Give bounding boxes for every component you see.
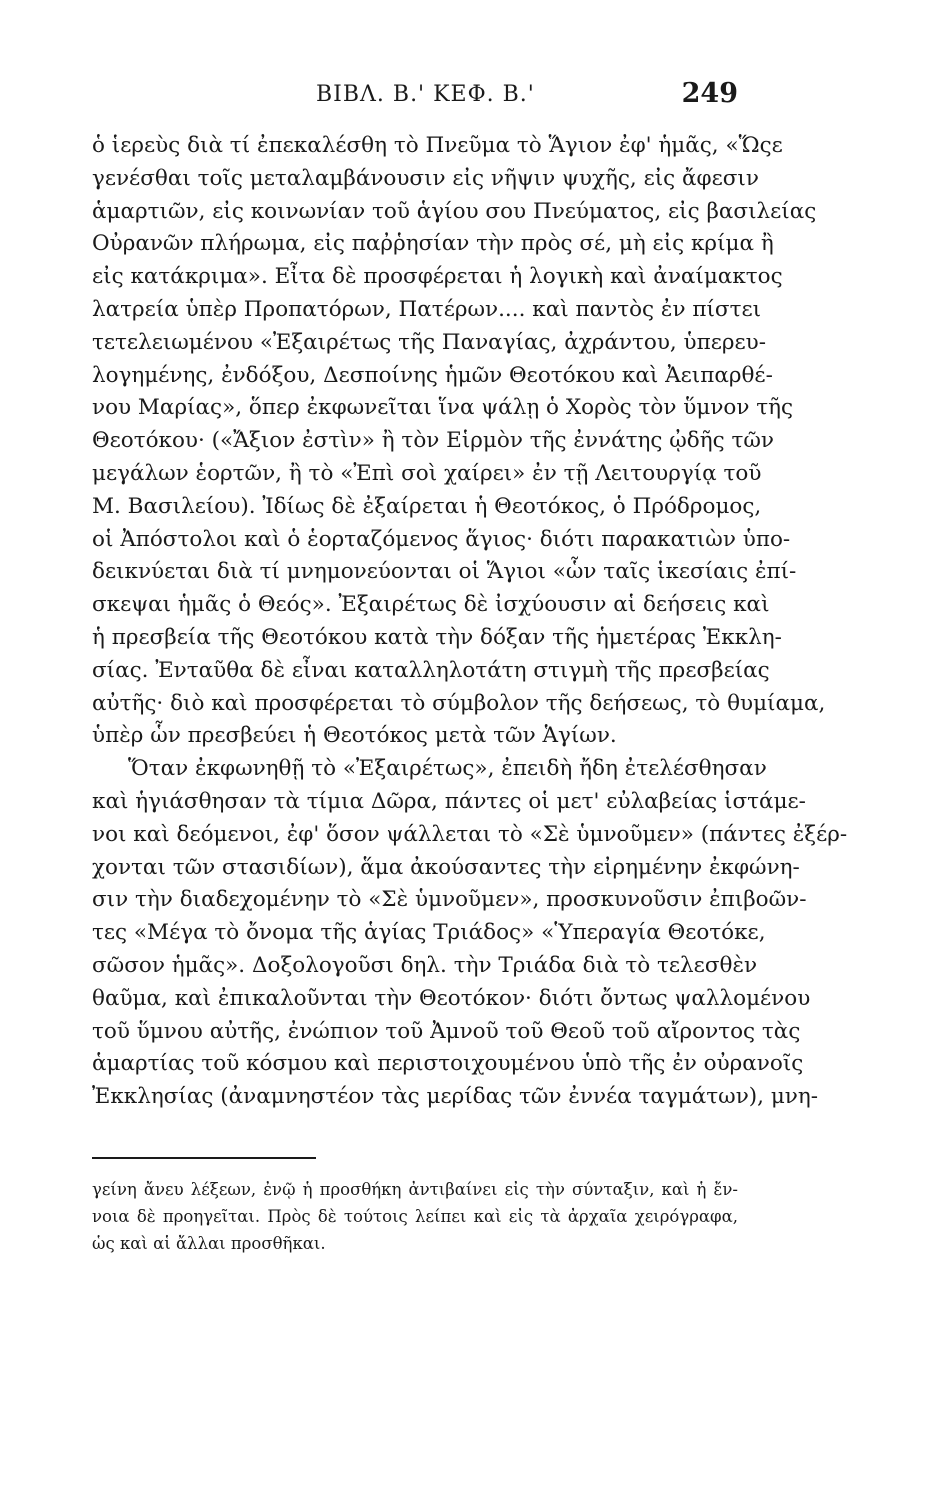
body-line: ἁμαρτίας τοῦ κόσμου καὶ περιστοιχουμένου ὑπὸ τῆς ἐν οὐρανοῖς <box>92 1051 804 1077</box>
running-head <box>92 78 738 114</box>
page-number: 249 <box>681 78 738 109</box>
body-line: νοι καὶ δεόμενοι, ἐφ' ὅσον ψάλλεται τὸ «Σὲ ὑμνοῦμεν» (πάντες ἐξέρ- <box>92 821 848 847</box>
footnote-rule <box>92 1157 316 1159</box>
body-line: θαῦμα, καὶ ἐπικαλοῦνται τὴν Θεοτόκον· διότι ὄντως ψαλλομένου <box>92 985 811 1011</box>
body-text <box>92 130 848 1114</box>
body-line: σῶσον ἡμᾶς». Δοξολογοῦσι δηλ. τὴν Τριάδα διὰ τὸ τελεσθὲν <box>92 952 758 978</box>
body-line: σιν τὴν διαδεχομένην τὸ «Σὲ ὑμνοῦμεν», προσκυνοῦσιν ἐπιβοῶν- <box>92 887 807 913</box>
body-line: χονται τῶν στασιδίων), ἅμα ἀκούσαντες τὴν εἰρημένην ἐκφώνη- <box>92 854 800 880</box>
body-line: σκεψαι ἡμᾶς ὁ Θεός». Ἐξαιρέτως δὲ ἰσχύουσιν αἱ δεήσεις καὶ <box>92 592 770 618</box>
body-line: ὑπὲρ ὧν πρεσβεύει ἡ Θεοτόκος μετὰ τῶν Ἁγίων. <box>92 723 617 749</box>
body-line: καὶ ἡγιάσθησαν τὰ τίμια Δῶρα, πάντες οἱ μετ' εὐλαβείας ἱστάμε- <box>92 788 806 814</box>
footnote-line: ὡς καὶ αἱ ἄλλαι προσθῆκαι. <box>92 1234 326 1253</box>
body-line: αὐτῆς· διὸ καὶ προσφέρεται τὸ σύμβολον τῆς δεήσεως, τὸ θυμίαμα, <box>92 690 826 716</box>
body-line: Οὐρανῶν πλήρωμα, εἰς παῤῥησίαν τὴν πρὸς σέ, μὴ εἰς κρίμα ἢ <box>92 231 774 257</box>
body-line: λατρεία ὑπὲρ Προπατόρων, Πατέρων.... καὶ παντὸς ἐν πίστει <box>92 296 762 322</box>
footnote-line: γείνη ἄνευ λέξεων, ἐνῷ ἡ προσθήκη ἀντιβαίνει εἰς τὴν σύνταξιν, καὶ ἡ ἔν- <box>92 1180 738 1199</box>
body-line: μεγάλων ἑορτῶν, ἢ τὸ «Ἐπὶ σοὶ χαίρει» ἐν τῇ Λειτουργίᾳ τοῦ <box>92 460 762 486</box>
body-line: ἡ πρεσβεία τῆς Θεοτόκου κατὰ τὴν δόξαν τῆς ἡμετέρας Ἐκκλη- <box>92 624 782 650</box>
body-line-paragraph-start: Ὅταν ἐκφωνηθῇ τὸ «Ἐξαιρέτως», ἐπειδὴ ἤδη ἐτελέσθησαν <box>128 756 767 782</box>
body-line: τετελειωμένου «Ἐξαιρέτως τῆς Παναγίας, ἀχράντου, ὑπερευ- <box>92 329 767 355</box>
body-line: γενέσθαι τοῖς μεταλαμβάνουσιν εἰς νῆψιν ψυχῆς, εἰς ἄφεσιν <box>92 165 759 191</box>
body-line: Θεοτόκου· («Ἄξιον ἐστὶν» ἢ τὸν Εἱρμὸν τῆς ἐννάτης ᾠδῆς τῶν <box>92 428 774 454</box>
body-line: ἁμαρτιῶν, εἰς κοινωνίαν τοῦ ἁγίου σου Πνεύματος, εἰς βασιλείας <box>92 198 817 224</box>
body-line: λογημένης, ἐνδόξου, Δεσποίνης ἡμῶν Θεοτόκου καὶ Ἀειπαρθέ- <box>92 362 773 388</box>
footnote-line: νοια δὲ προηγεῖται. Πρὸς δὲ τούτοις λείπει καὶ εἰς τὰ ἀρχαῖα χειρόγραφα, <box>92 1207 738 1226</box>
body-line: εἰς κατάκριμα». Εἶτα δὲ προσφέρεται ἡ λογικὴ καὶ ἀναίμακτος <box>92 264 783 290</box>
running-title: ΒΙΒΛ. Β.' ΚΕΦ. Β.' <box>316 82 535 107</box>
body-line: σίας. Ἐνταῦθα δὲ εἶναι καταλληλοτάτη στιγμὴ τῆς πρεσβείας <box>92 657 770 683</box>
body-line: ὁ ἱερεὺς διὰ τί ἐπεκαλέσθη τὸ Πνεῦμα τὸ Ἅγιον ἐφ' ἡμᾶς, «Ὥςε <box>92 133 783 158</box>
body-line: νου Μαρίας», ὅπερ ἐκφωνεῖται ἵνα ψάλῃ ὁ Χορὸς τὸν ὕμνον τῆς <box>92 395 794 421</box>
body-line: οἱ Ἀπόστολοι καὶ ὁ ἑορταζόμενος ἅγιος· διότι παρακατιὼν ὑπο- <box>92 526 791 552</box>
body-line: Ἐκκλησίας (ἀναμνηστέον τὰς μερίδας τῶν ἐννέα ταγμάτων), μνη- <box>92 1084 819 1110</box>
body-line: Μ. Βασιλείου). Ἰδίως δὲ ἐξαίρεται ἡ Θεοτόκος, ὁ Πρόδρομος, <box>92 493 762 519</box>
body-line: τες «Μέγα τὸ ὄνομα τῆς ἁγίας Τριάδος» «Ὑπεραγία Θεοτόκε, <box>92 920 766 946</box>
body-line: τοῦ ὕμνου αὐτῆς, ἐνώπιον τοῦ Ἀμνοῦ τοῦ Θεοῦ τοῦ αἴροντος τὰς <box>92 1018 801 1044</box>
body-line: δεικνύεται διὰ τί μνημονεύονται οἱ Ἅγιοι «ὧν ταῖς ἱκεσίαις ἐπί- <box>92 559 797 585</box>
footnotes <box>92 1176 738 1257</box>
